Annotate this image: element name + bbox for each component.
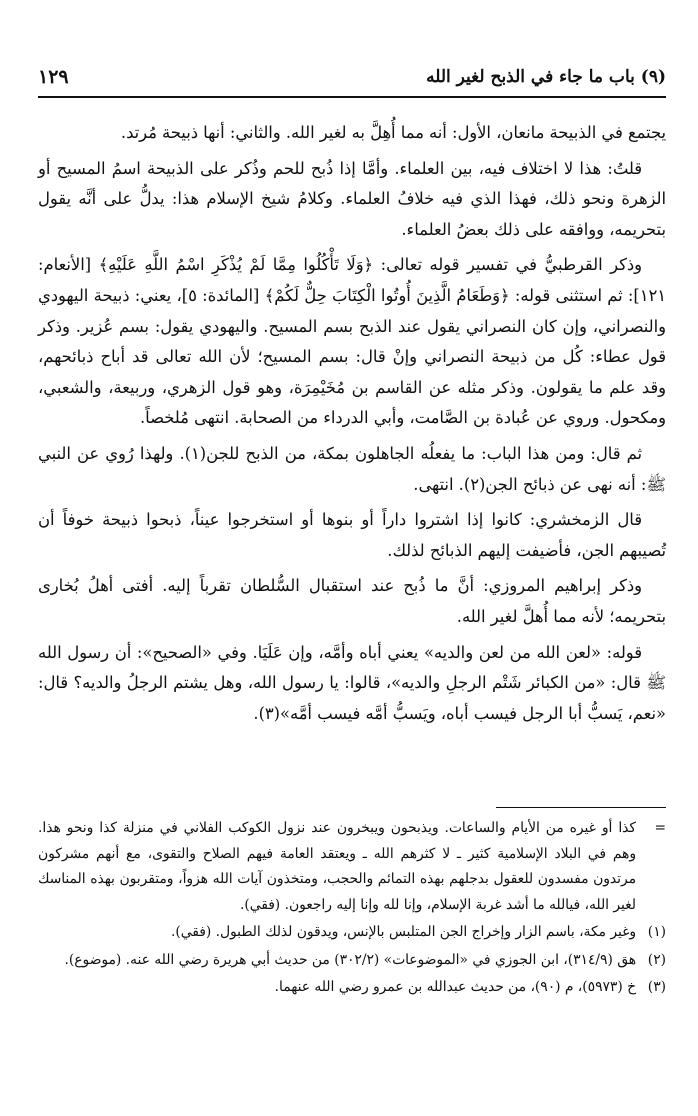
paragraph: ثم قال: ومن هذا الباب: ما يفعلُه الجاهلون بمكة، من الذبح للجن(١). ولهذا رُوي عن النبي ﷺ: أنه نهى عن ذبائح الجن(٢). انتهى. <box>38 443 666 494</box>
footnotes <box>38 816 666 1003</box>
paragraph: وذكر القرطبيُّ في تفسير قوله تعالى: ﴿وَلَا تَأْكُلُوا مِمَّا لَمْ يُذْكَرِ اسْمُ اللَّهِ عَلَيْهِ﴾ [الأنعام: ١٢١]: ثم استثنى قوله: ﴿وَطَعَامُ الَّذِينَ أُوتُوا الْكِتَابَ حِلٌّ لَكُمْ﴾ [المائدة: ٥]، يعني: ذبيحة اليهودي والنصراني، وإن كان النصراني يقول عند الذبح بسم المسيح. واليهودي يقول: بسم عُزير. وذكر قول عطاء: كُل من ذبيحة النصراني وإنْ قال: بسم المسيح؛ لأن الله تعالى قد أباح ذبائحهم، وقد علم ما يقولون. وذكر مثله عن القاسم بن مُخَيْمِرَة، وهو قول الزهري، وربيعة، والشعبي، ومكحول. وروي عن عُبادة بن الصَّامت، وأبي الدرداء من الصحابة. انتهى مُلخصاً. <box>38 255 666 428</box>
footnote-divider <box>496 807 666 808</box>
paragraph: قال الزمخشري: كانوا إذا اشتروا داراً أو بنوها أو استخرجوا عيناً، ذبحوا ذبيحة خوفاً أن تُصيبهم الجن، فأضيفت إليهم الذبائح لذلك. <box>38 510 666 560</box>
footnote <box>38 920 666 946</box>
paragraph: قلتُ: هذا لا اختلاف فيه، بين العلماء. وأمَّا إذا ذُبح للحم وذُكر على الذبيحة اسمُ المسيح أو الزهرة ونحو ذلك، فهذا الذي فيه خلافُ العلماء. وكلامُ شيخ الإسلام هذا: يدلُّ على أنَّه يقول بتحريمه، ووافقه على ذلك بعضُ العلماء. <box>38 158 666 239</box>
page <box>38 0 666 1116</box>
paragraph: يجتمع في الذبيحة مانعان، الأول: أنه مما أُهِلَّ به لغير الله. والثاني: أنها ذبيحة مُرتد. <box>120 123 666 142</box>
footnote <box>38 816 666 918</box>
footnote-text: وغير مكة، باسم الزار وإخراج الجن المتلبس بالإنس، ويدقون لذلك الطبول. (فقي). <box>171 924 636 940</box>
running-header <box>38 58 666 98</box>
page-number: ١٢٩ <box>38 66 69 88</box>
footnote-text: خ (٥٩٧٣)، م (٩٠)، من حديث عبدالله بن عمرو رضي الله عنهما. <box>274 979 636 995</box>
footnote-mark: (٢) <box>647 951 666 968</box>
paragraph: وذكر إبراهيم المروزي: أنَّ ما ذُبح عند استقبال السُّلطان تقرباً إليه. أفتى أهلُ بُخارى بتحريمه؛ لأنه مما أُهلَّ لغير الله. <box>38 576 666 626</box>
paragraph: قوله: «لعن الله من لعن والديه» يعني أباه وأمَّه، وإن عَلَيَا. وفي «الصحيح»: أن رسول الله ﷺ قال: «من الكبائر شَتْم الرجلِ والديه»، قالوا: يا رسول الله، وهل يشتم الرجلُ والديه؟ قال: «نعم، يَسبُّ أبا الرجل فيسب أباه، ويَسبُّ أمَّه فيسب أمَّه»(٣). <box>38 642 666 723</box>
footnote <box>38 948 666 974</box>
footnote-mark: (١) <box>647 924 666 940</box>
footnote-mark: = <box>654 820 666 836</box>
footnote <box>38 975 666 1001</box>
footnote-text: كذا أو غيره من الأيام والساعات. ويذبحون ويبخرون عند نزول الكوكب الفلاني في منزلة كذا ونحو هذا. وهم في البلاد الإسلامية كثير ـ لا كثرهم الله ـ ويعتقد العامة فيهم الصلاح والتقوى، مع أنهم مشركون مرتدون مفسدون للعقول بدجلهم بهذه التمائم والحجب، ومتخذون آيات الله هزواً، ومتقربون بهذه المناسك لغير الله، فيالله ما أشد غربة الإسلام، وإنا لله وإنا إليه راجعون. (فقي). <box>38 820 636 913</box>
footnote-text: هق (٣١٤/٩)، ابن الجوزي في «الموضوعات» (٣٠٢/٢) من حديث أبي هريرة رضي الله عنه. (موضوع). <box>64 951 636 968</box>
main-text <box>38 118 666 734</box>
footnote-mark: (٣) <box>647 979 666 995</box>
chapter-title: (٩) باب ما جاء في الذبح لغير الله <box>426 67 666 87</box>
